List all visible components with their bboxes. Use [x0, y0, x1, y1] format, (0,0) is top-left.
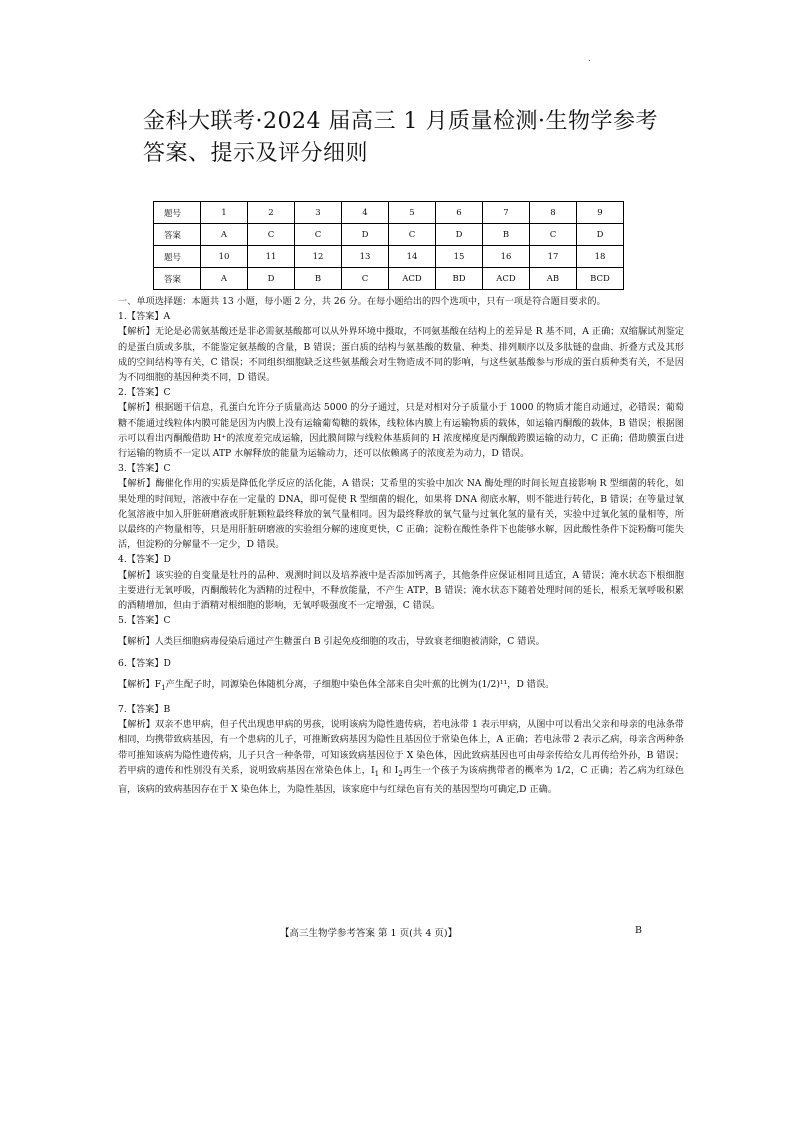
- table-header-cell: 题号: [154, 246, 201, 268]
- q7-answer: 7.【答案】B: [118, 703, 171, 715]
- section-intro: 一、单项选择题：本题共 13 小题，每小题 2 分，共 26 分。在每小题给出的四个选项中，只有一项是符合题目要求的。: [118, 296, 606, 307]
- table-row: [154, 246, 624, 268]
- q3-answer: 3.【答案】C: [118, 463, 171, 475]
- footer-text: 【高三生物学参考答案 第 1 页(共 4 页)】: [280, 928, 458, 939]
- table-cell: BD: [436, 268, 483, 290]
- table-cell: 6: [436, 202, 483, 224]
- table-cell: D: [248, 268, 295, 290]
- table-cell: 5: [389, 202, 436, 224]
- table-cell: D: [577, 224, 624, 246]
- q5-analysis: 【解析】人类巨细胞病毒侵染后通过产生糖蛋白 B 引起免疫细胞的攻击，导致衰老细胞被清除，C 错误。: [118, 636, 545, 648]
- table-header-cell: 答案: [154, 224, 201, 246]
- q6-analysis-pre: 【解析】F: [118, 678, 162, 690]
- version-label: B: [635, 925, 642, 936]
- table-row: [154, 268, 624, 290]
- table-cell: ACD: [389, 268, 436, 290]
- table-cell: C: [342, 268, 389, 290]
- table-row: [154, 224, 624, 246]
- q3-analysis: 【解析】酶催化作用的实质是降低化学反应的活化能，A 错误；艾希里的实验中加次 NA 酶处理的时间长短直接影响 R 型细菌的转化，如果处理的时间短，溶液中存在一定量的 DNA，即可促使 R 型细菌的辊化，如果将 DNA 彻底水解，则不能进行转化，B 错误；在等量过氧化氢溶液中加入肝脏研磨液或肝脏颗粒最终释放的氧气量相同。因为最终释放的氧气量与过氧化氢的量有关，实验中过氧化氢的量相等，所以最终的产物量相等，只是用肝脏研磨液的实验组分解的速度更快，C 正确；淀粉在酸性条件下也能够水解，因此酸性条件下淀粉酶可能失活，但淀粉的分解量不一定少，D 错误。: [118, 478, 684, 551]
- table-cell: B: [295, 268, 342, 290]
- table-cell: 10: [201, 246, 248, 268]
- answer-table: [153, 201, 624, 290]
- table-cell: 18: [577, 246, 624, 268]
- table-cell: C: [295, 224, 342, 246]
- q6-analysis-post: 产生配子时，同源染色体随机分离，子细胞中染色体全部来自尖叶蕉的比例为(1/2)¹¹，D 错误。: [165, 678, 555, 690]
- table-cell: C: [389, 224, 436, 246]
- table-cell: 17: [530, 246, 577, 268]
- table-cell: D: [436, 224, 483, 246]
- table-row: [154, 202, 624, 224]
- table-cell: AB: [530, 268, 577, 290]
- table-cell: C: [248, 224, 295, 246]
- q4-answer: 4.【答案】D: [118, 554, 171, 566]
- q7-mid: 和 I: [379, 764, 399, 776]
- table-cell: 16: [483, 246, 530, 268]
- table-cell: 7: [483, 202, 530, 224]
- q2-analysis: 【解析】根据题干信息，孔蛋白允许分子质量高达 5000 的分子通过，只是对相对分子质量小于 1000 的物质才能自动通过，必错误；葡萄糖不能通过线粒体内膜可能是因为内膜上没有运输葡萄糖的载体，线粒体内膜上有运输物质的载体，如运输丙酮酸的载体，B 错误；根据图示可以看出丙酮酸借助 H⁺的浓度差完成运输，因此膜间隙与线粒体基质间的 H 浓度梯度是丙酮酸跨膜运输的动力，C 正确；借助膜蛋白进行运输的物质不一定以 ATP 水解释放的能量为运输动力，还可以依赖离子的浓度差为动力，D 错误。: [118, 402, 684, 460]
- q7-analysis-pre: 【解析】双亲不患甲病，但子代出现患甲病的男孩，说明该病为隐性遗传病，若电泳带 1 表示甲病，从图中可以看出父亲和母亲的电泳条带相同，均携带致病基因，有一个患病的儿子，可推断致病基因为隐性且基因位于常染色体上，A 正确；若电泳带 2 表示乙病，母亲含两种条带可推知该病为隐性遗传病，儿子只含一种条带，可知该致病基因位于 X 染色体，因此致病基因也可由母亲传给女儿再传给外孙，B 错误；若甲病的遗传和性别没有关系，说明致病基因在常染色体上，I: [118, 719, 684, 776]
- corner-dot: .: [588, 54, 591, 63]
- table-cell: A: [201, 268, 248, 290]
- q1-analysis: 【解析】无论是必需氨基酸还是非必需氨基酸都可以从外界环境中摄取，不同氨基酸在结构上的差异是 R 基不同，A 正确；双缩脲试剂鉴定的是蛋白质或多肽，不能鉴定氨基酸的含量，B 错误；蛋白质的结构与氨基酸的数量、种类、排列顺序以及多肽链的盘曲、折叠方式及其形成的空间结构等有关，C 错误；不同组织细胞缺乏这些氨基酸会对生物造成不同的影响，与这些氨基酸参与形成的蛋白质种类有关，不是因为不同细胞的基因种类不同，D 错误。: [118, 326, 684, 384]
- table-cell: 4: [342, 202, 389, 224]
- table-cell: 2: [248, 202, 295, 224]
- page-title: [143, 106, 658, 170]
- q1-answer: 1.【答案】A: [118, 311, 171, 323]
- table-cell: 9: [577, 202, 624, 224]
- q7-sub-1: 1: [374, 769, 380, 778]
- table-cell: 11: [248, 246, 295, 268]
- q7-sub-2: 2: [398, 769, 403, 778]
- table-cell: A: [201, 224, 248, 246]
- q5-answer: 5.【答案】C: [118, 615, 171, 627]
- table-cell: 1: [201, 202, 248, 224]
- q6-analysis: [118, 677, 684, 696]
- title-line-2: 答案、提示及评分细则: [143, 141, 369, 166]
- q6-answer: 6.【答案】D: [118, 657, 171, 669]
- title-line-1: 金科大联考·2024 届高三 1 月质量检测·生物学参考: [143, 109, 658, 134]
- table-cell: C: [530, 224, 577, 246]
- table-cell: 12: [295, 246, 342, 268]
- table-cell: 14: [389, 246, 436, 268]
- answer-body: [118, 294, 684, 797]
- q4-analysis: 【解析】该实验的自变量是牡丹的品种、观测时间以及培养液中是否添加钙离子，其他条件应保证相同且适宜，A 错误；淹水状态下根细胞主要进行无氧呼吸，丙酮酸转化为酒精的过程中，不释放能量，不产生 ATP，B 错误；淹水状态下随着处理时间的延长，根系无氧呼吸积累的酒精增加，但由于酒精对根细胞的影响，无氧呼吸强度不一定增强，C 错误。: [118, 569, 684, 612]
- q2-answer: 2.【答案】C: [118, 387, 171, 399]
- table-cell: ACD: [483, 268, 530, 290]
- q7-analysis-post: 再生一个孩子为该病携带者的概率为 1/2，C 正确；若乙病为红绿色盲，该病的致病基因存在于 X 染色体上，为隐性基因，该家庭中与红绿色盲有关的基因型均可确定,D 正确。: [118, 764, 684, 795]
- table-cell: 3: [295, 202, 342, 224]
- q6-analysis-sub: 1: [161, 683, 166, 692]
- q7-analysis: [118, 717, 684, 797]
- table-cell: 8: [530, 202, 577, 224]
- table-header-cell: 答案: [154, 268, 201, 290]
- table-header-cell: 题号: [154, 202, 201, 224]
- table-cell: BCD: [577, 268, 624, 290]
- table-cell: B: [483, 224, 530, 246]
- table-cell: 15: [436, 246, 483, 268]
- table-cell: D: [342, 224, 389, 246]
- table-cell: 13: [342, 246, 389, 268]
